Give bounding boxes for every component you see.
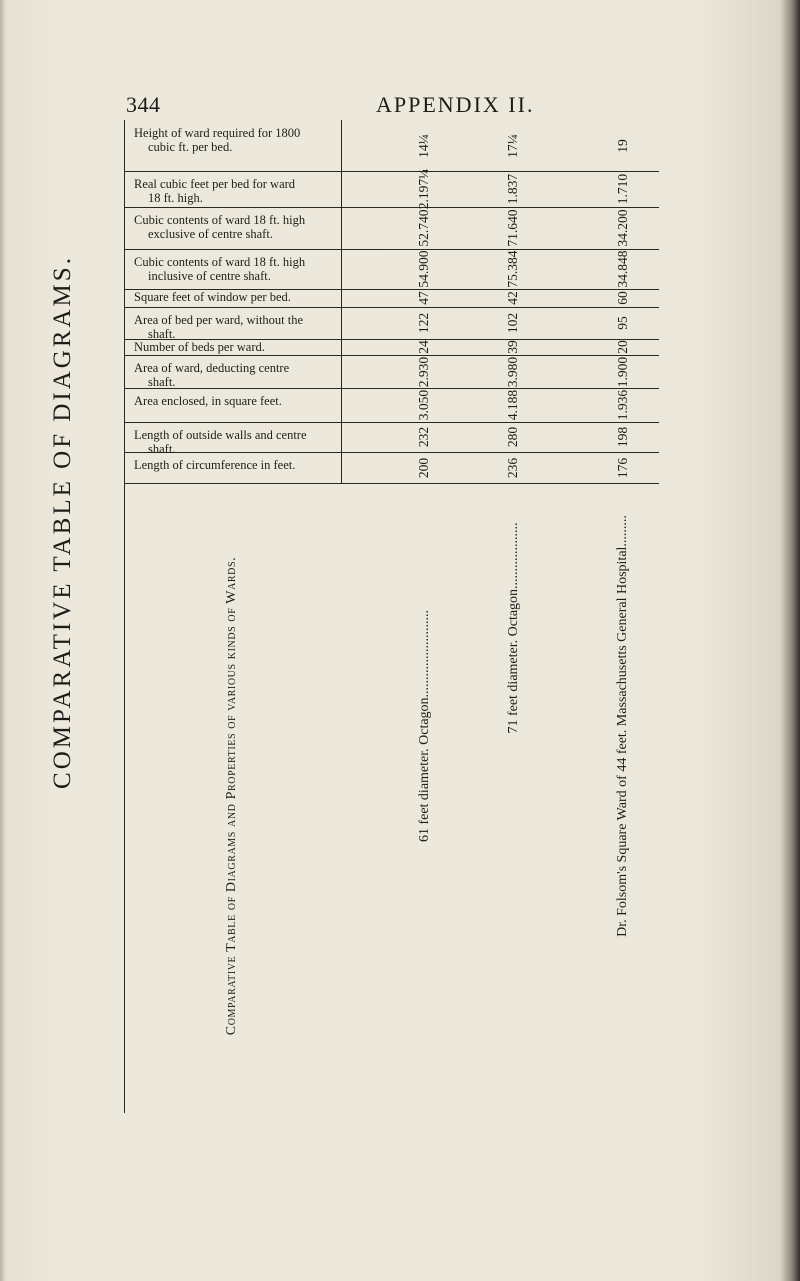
row-label-line: Number of beds per ward. bbox=[134, 340, 265, 354]
cell-value: 122 bbox=[416, 312, 431, 334]
table-row bbox=[124, 307, 659, 340]
cell-value: 34.200 bbox=[615, 209, 630, 247]
cell-value: 24 bbox=[416, 340, 431, 354]
cell-value: 1.900 bbox=[615, 356, 630, 388]
row-label-line: Square feet of window per bed. bbox=[134, 290, 291, 304]
row-label-line: Cubic contents of ward 18 ft. high bbox=[134, 213, 306, 227]
row-label bbox=[134, 177, 344, 205]
row-label-line: Height of ward required for 1800 bbox=[134, 126, 301, 140]
row-label bbox=[134, 340, 344, 354]
cell-value: 1.837 bbox=[505, 173, 520, 205]
table-caption-text: Comparative Table of Diagrams and Properties of various kinds of Wards. bbox=[224, 556, 239, 1036]
cell-value: 52.740 bbox=[416, 209, 431, 247]
row-label-line: exclusive of centre shaft. bbox=[148, 227, 273, 241]
row-label-line: shaft. bbox=[148, 327, 176, 341]
table-row bbox=[124, 120, 659, 172]
cell-value: 198 bbox=[615, 426, 630, 448]
cell-value: 60 bbox=[615, 291, 630, 305]
cell-value: 280 bbox=[505, 426, 520, 448]
row-label bbox=[134, 394, 344, 408]
cell-value: 200 bbox=[416, 457, 431, 479]
row-label bbox=[134, 126, 344, 154]
row-label-line: Length of circumference in feet. bbox=[134, 458, 296, 472]
row-label-line: Real cubic feet per bed for ward bbox=[134, 177, 296, 191]
row-label-line: Area of bed per ward, without the bbox=[134, 313, 304, 327]
cell-value: 39 bbox=[505, 340, 520, 354]
cell-value: 176 bbox=[615, 457, 630, 479]
table-row bbox=[124, 207, 659, 250]
cell-value: 3.050 bbox=[416, 389, 431, 421]
cell-value: 34.848 bbox=[615, 250, 630, 288]
cell-value: 14¼ bbox=[416, 134, 431, 158]
cell-value: 17¼ bbox=[505, 134, 520, 158]
row-label bbox=[134, 313, 344, 341]
table-row bbox=[124, 339, 659, 356]
table-row bbox=[124, 422, 659, 456]
cell-value: 4.188 bbox=[505, 389, 520, 421]
row-label-line: inclusive of centre shaft. bbox=[148, 269, 271, 283]
row-label-line: 18 ft. high. bbox=[148, 191, 203, 205]
page-header bbox=[0, 92, 800, 122]
cell-value: 95 bbox=[615, 316, 630, 330]
cell-value: 1.710 bbox=[615, 173, 630, 205]
side-title-text: COMPARATIVE TABLE OF DIAGRAMS. bbox=[49, 255, 76, 789]
table-row bbox=[124, 289, 659, 308]
row-label bbox=[134, 361, 344, 389]
row-label-line: cubic ft. per bed. bbox=[148, 140, 233, 154]
table-row bbox=[124, 388, 659, 423]
cell-value: 47 bbox=[416, 291, 431, 305]
cell-value: 102 bbox=[505, 312, 520, 334]
cell-value: 3.980 bbox=[505, 356, 520, 388]
row-label bbox=[134, 255, 344, 283]
row-label-line: Area enclosed, in square feet. bbox=[134, 394, 282, 408]
row-label bbox=[134, 213, 344, 241]
row-label bbox=[134, 458, 344, 472]
cell-value: 236 bbox=[505, 457, 520, 479]
page-edge-shadow bbox=[0, 0, 6, 1281]
page-number: 344 bbox=[126, 92, 161, 117]
cell-value: 2.197¼ bbox=[416, 168, 431, 210]
table-row bbox=[124, 452, 659, 484]
cell-value: 2.930 bbox=[416, 356, 431, 388]
table-row bbox=[124, 249, 659, 290]
cell-value: 75.384 bbox=[505, 250, 520, 288]
row-label bbox=[134, 290, 344, 304]
cell-value: 42 bbox=[505, 291, 520, 305]
cell-value: 232 bbox=[416, 426, 431, 448]
cell-value: 1.936 bbox=[615, 389, 630, 421]
row-label-line: shaft. bbox=[148, 375, 176, 389]
table-row bbox=[124, 168, 659, 210]
cell-value: 19 bbox=[615, 139, 630, 153]
row-label-line: Area of ward, deducting centre bbox=[134, 361, 290, 375]
row-label-line: Cubic contents of ward 18 ft. high bbox=[134, 255, 306, 269]
cell-value: 20 bbox=[615, 340, 630, 354]
row-label-line: shaft. bbox=[148, 442, 176, 456]
running-head: APPENDIX II. bbox=[376, 92, 535, 117]
table-row bbox=[124, 355, 659, 389]
row-label-line: Length of outside walls and centre bbox=[134, 428, 307, 442]
cell-value: 54.900 bbox=[416, 250, 431, 288]
cell-value: 71.640 bbox=[505, 209, 520, 247]
